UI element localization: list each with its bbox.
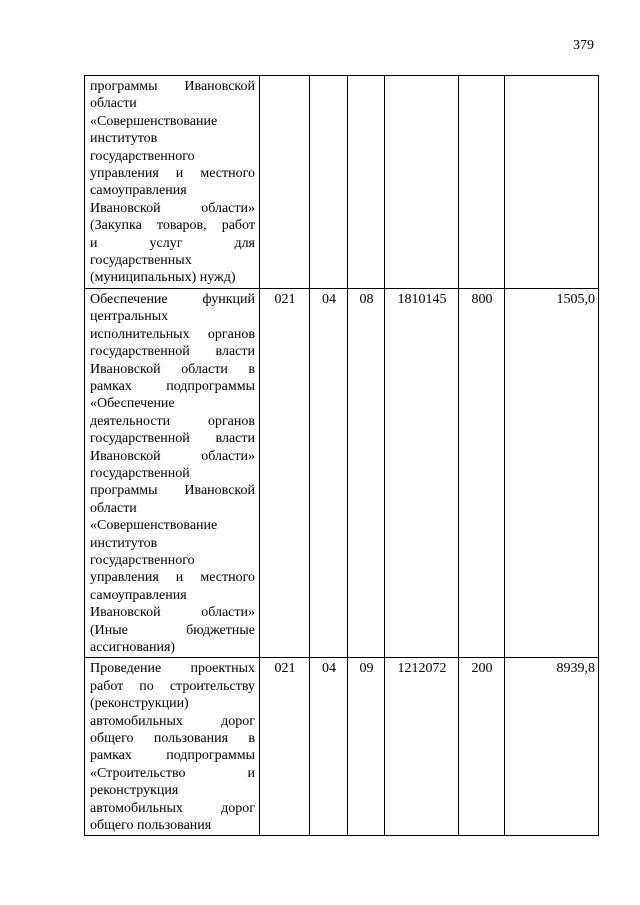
item-description-line: Ивановской области в	[90, 361, 255, 377]
subsection-code-cell	[348, 76, 385, 289]
item-description-line: управления и местного	[90, 166, 255, 182]
item-description-line: области	[90, 500, 137, 516]
item-description-line: работ по строительству	[90, 678, 255, 694]
expense-type-cell: 800	[459, 288, 505, 658]
ministry-code-cell: 021	[260, 288, 310, 658]
table-row	[85, 288, 599, 658]
item-description-line: программы Ивановской	[90, 79, 255, 94]
item-description-line: деятельности органов	[90, 413, 255, 429]
item-description-line: программы Ивановской	[90, 483, 255, 499]
section-code-cell	[310, 76, 348, 289]
item-description-line: ассигнования)	[90, 640, 176, 655]
item-description-cell	[85, 288, 260, 658]
item-description-cell	[85, 76, 260, 289]
target-article-cell: 1810145	[385, 288, 459, 658]
item-description-line: реконструкция	[90, 783, 179, 799]
expense-type-cell: 200	[459, 658, 505, 836]
item-description-cell	[85, 658, 260, 836]
item-description-line: Ивановской области»	[90, 200, 255, 216]
item-description-line: «Совершенствование	[90, 113, 218, 129]
item-description-line: Ивановской области»	[90, 605, 255, 621]
item-description-line: (Иные бюджетные	[90, 622, 255, 638]
item-description-line: автомобильных дорог	[90, 713, 255, 729]
item-description-line: центральных	[90, 309, 169, 325]
item-description-line: области	[90, 96, 137, 112]
item-description-line: рамках подпрограммы	[90, 748, 255, 764]
section-code-cell: 04	[310, 288, 348, 658]
item-description-line: самоуправления	[90, 587, 187, 603]
item-description-line: «Совершенствование	[90, 518, 218, 534]
item-description-line: «Обеспечение	[90, 396, 175, 412]
item-description-line: и услуг для	[90, 235, 255, 251]
section-code-cell: 04	[310, 658, 348, 836]
budget-table	[84, 75, 599, 836]
item-description-line: государственных	[90, 253, 192, 269]
item-description-line: институтов	[90, 535, 158, 551]
item-description-line: общего пользования в	[90, 731, 255, 747]
item-description-line: Обеспечение функций	[90, 291, 255, 307]
item-description-line: Ивановской области»	[90, 448, 255, 464]
item-description-line: рамках подпрограммы	[90, 378, 255, 394]
page-number: 379	[573, 38, 594, 53]
item-description-line: исполнительных органов	[90, 326, 255, 342]
amount-cell	[505, 76, 599, 289]
table-row	[85, 76, 599, 289]
amount-cell: 1505,0	[505, 288, 599, 658]
item-description-line: Проведение проектных	[90, 661, 255, 677]
subsection-code-cell: 09	[348, 658, 385, 836]
expense-type-cell	[459, 76, 505, 289]
item-description-line: (муниципальных) нужд)	[90, 270, 236, 286]
item-description-line: общего пользования	[90, 818, 212, 834]
item-description-line: (реконструкции)	[90, 696, 189, 712]
subsection-code-cell: 08	[348, 288, 385, 658]
item-description-line: «Строительство и	[90, 765, 255, 781]
item-description-line: государственного	[90, 552, 195, 568]
item-description-line: управления и местного	[90, 570, 255, 586]
target-article-cell	[385, 76, 459, 289]
item-description-line: самоуправления	[90, 183, 187, 199]
item-description-line: (Закупка товаров, работ	[90, 218, 255, 234]
target-article-cell: 1212072	[385, 658, 459, 836]
item-description-line: институтов	[90, 131, 158, 147]
item-description-line: государственной власти	[90, 344, 255, 360]
item-description-line: автомобильных дорог	[90, 800, 255, 816]
item-description-line: государственного	[90, 148, 195, 164]
ministry-code-cell: 021	[260, 658, 310, 836]
item-description-line: государственной власти	[90, 431, 255, 447]
table-row	[85, 658, 599, 836]
amount-cell: 8939,8	[505, 658, 599, 836]
ministry-code-cell	[260, 76, 310, 289]
table-body	[85, 76, 599, 836]
item-description-line: государственной	[90, 465, 190, 481]
